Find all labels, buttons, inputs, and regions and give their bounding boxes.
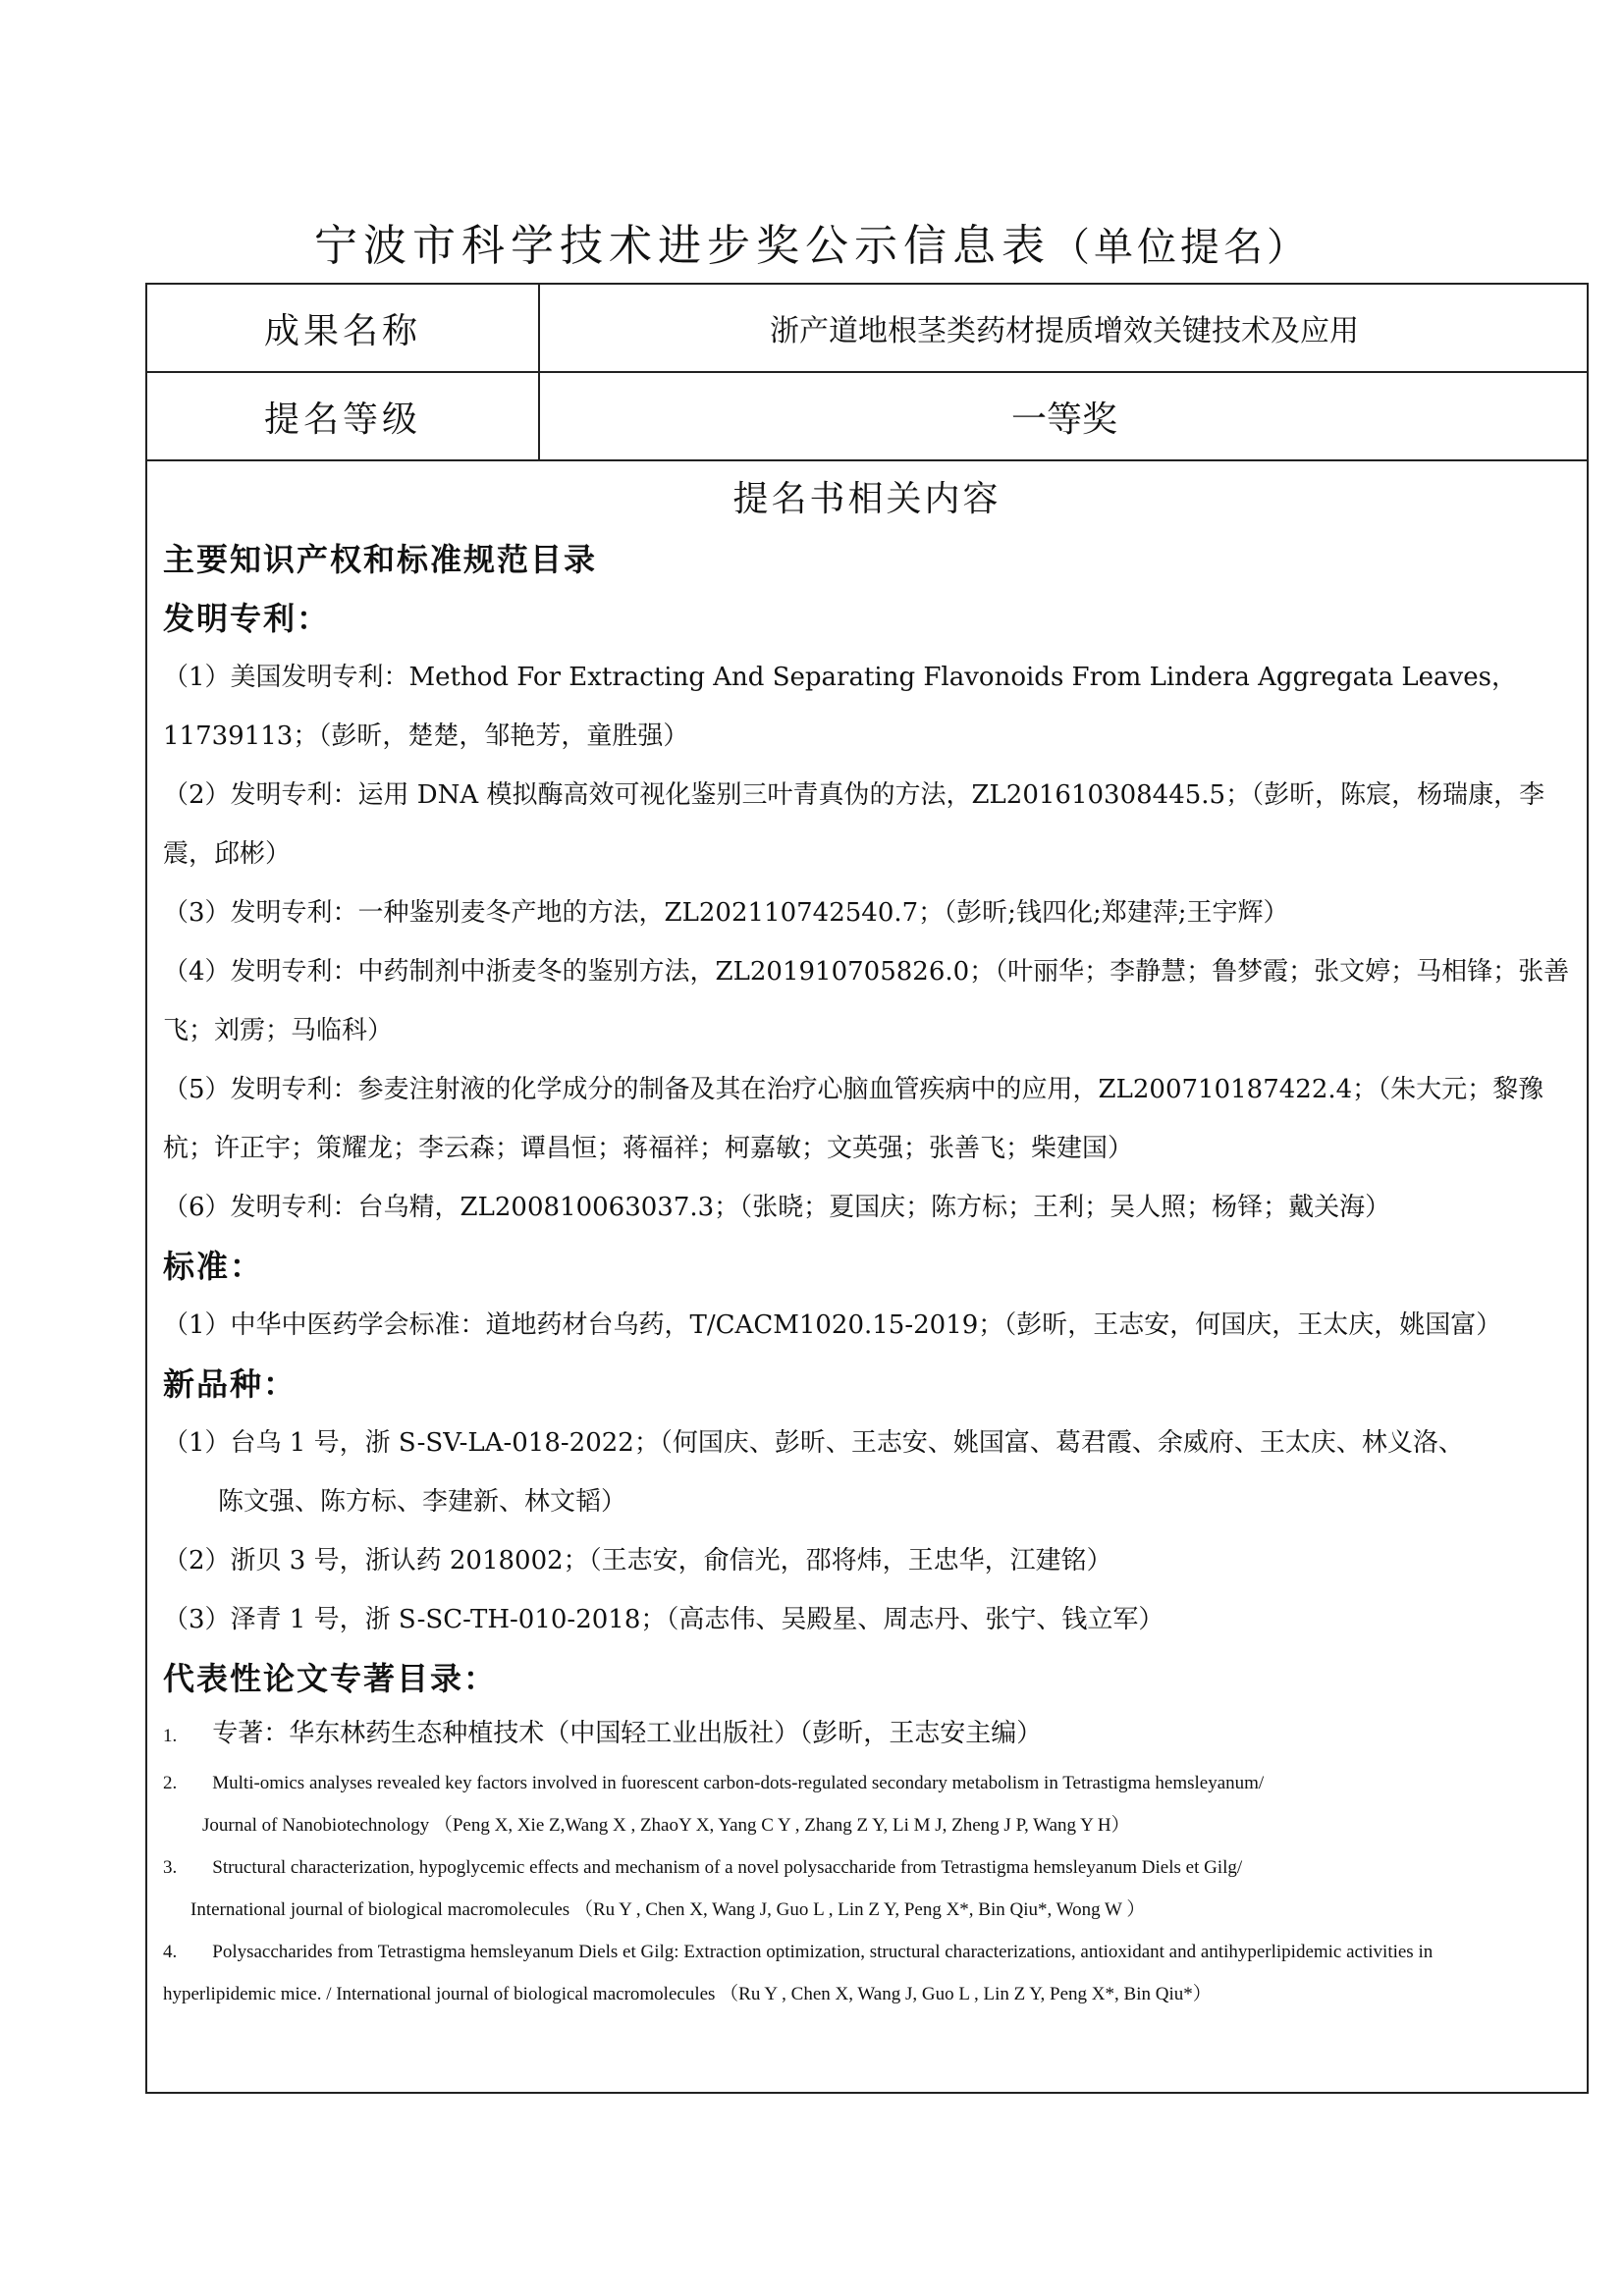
standard-item: （1）中华中医药学会标准：道地药材台乌药，T/CACM1020.15-2019；（彭昕，王志安，何国庆，王太庆，姚国富）: [163, 1310, 1502, 1340]
variety-item-continued: 陈文强、陈方标、李建新、林文韬）: [218, 1487, 627, 1517]
paper-item: [163, 1846, 1577, 1931]
paper-item: [163, 1931, 1577, 2015]
variety-item: （1）台乌 1 号，浙 S-SV-LA-018-2022；（何国庆、彭昕、王志安、姚国富、葛君霞、余威府、王太庆、林义洛、: [163, 1428, 1464, 1458]
invention-item: （1）美国发明专利：Method For Extracting And Separating Flavonoids From Lindera Aggregata Leaves，11739113；（彭昕，楚楚，邹艳芳，童胜强）: [163, 663, 1517, 751]
nomination-level-label: 提名等级: [263, 399, 421, 440]
title-main: 宁波市科学技术进步奖公示信息表: [314, 221, 1051, 271]
section-title: 提名书相关内容: [732, 479, 1001, 519]
paper-number: 3.: [163, 1857, 178, 1878]
invention-heading: 发明专利：: [163, 600, 331, 637]
invention-item: （3）发明专利：一种鉴别麦冬产地的方法，ZL202110742540.7；（彭昕;钱四化;郑建萍;王宇辉）: [163, 898, 1289, 928]
content-body: [163, 530, 1577, 2015]
ip-heading: 主要知识产权和标准规范目录: [163, 541, 598, 578]
invention-item: （6）发明专利：台乌精，ZL200810063037.3；（张晓；夏国庆；陈方标；王利；吴人照；杨铎；戴关海）: [163, 1193, 1391, 1222]
paper-item: [163, 1762, 1577, 1846]
paper-citation: Journal of Nanobiotechnology （Peng X, Xie Z,Wang X , ZhaoY X, Yang C Y , Zhang Z Y, Li M J, Zheng J P, Wang Y H）: [202, 1815, 1130, 1836]
paper-number: 1.: [163, 1726, 178, 1746]
paper-number: 4.: [163, 1942, 178, 1962]
achievement-name-value: 浙产道地根茎类药材提质增效关键技术及应用: [770, 314, 1359, 348]
nomination-level-value: 一等奖: [1010, 399, 1117, 440]
paper-title: Structural characterization, hypoglycemic effects and mechanism of a novel polysaccharide from Tetrastigma hemsleyanum Diels et Gilg/: [212, 1857, 1243, 1878]
variety-item: （3）泽青 1 号，浙 S-SC-TH-010-2018；（高志伟、吴殿星、周志丹、张宁、钱立军）: [163, 1605, 1164, 1634]
paper-title: Polysaccharides from Tetrastigma hemsleyanum Diels et Gilg: Extraction optimization, structural characterizations, antioxidant and antihyperlipidemic activities in: [212, 1942, 1434, 1962]
paper-item: [163, 1708, 1577, 1762]
invention-item: （4）发明专利：中药制剂中浙麦冬的鉴别方法，ZL201910705826.0；（叶丽华；李静慧；鲁梦霞；张文婷；马相锋；张善飞；刘雳；马临科）: [163, 957, 1570, 1045]
info-table: [145, 283, 1589, 2094]
invention-item: （2）发明专利：运用 DNA 模拟酶高效可视化鉴别三叶青真伪的方法，ZL201610308445.5；（彭昕，陈宸，杨瑞康，李震，邱彬）: [163, 780, 1545, 869]
page-title: [0, 210, 1624, 273]
title-sub: （单位提名）: [1051, 225, 1310, 270]
row-divider: [147, 459, 1587, 461]
papers-heading: 代表性论文专著目录：: [163, 1660, 498, 1697]
invention-item: （5）发明专利：参麦注射液的化学成分的制备及其在治疗心脑血管疾病中的应用，ZL200710187422.4；（朱大元；黎豫杭；许正宇；策耀龙；李云森；谭昌恒；蒋福祥；柯嘉敏；文英强；张善飞；柴建国）: [163, 1075, 1544, 1163]
paper-citation: International journal of biological macromolecules （Ru Y , Chen X, Wang J, Guo L , Lin Z Y, Peng X*, Bin Qiu*, Wong W ）: [190, 1899, 1146, 1920]
standard-heading: 标准：: [163, 1248, 264, 1285]
paper-title: 专著：华东林药生态种植技术（中国轻工业出版社）（彭昕，王志安主编）: [212, 1719, 1043, 1747]
paper-number: 2.: [163, 1773, 178, 1793]
variety-item: （2）浙贝 3 号，浙认药 2018002；（王志安，俞信光，邵将炜，王忠华，江建铭）: [163, 1546, 1112, 1575]
paper-citation: hyperlipidemic mice. / International journal of biological macromolecules （Ru Y , Chen X, Wang J, Guo L , Lin Z Y, Peng X*, Bin Qiu*）: [163, 1984, 1212, 2004]
achievement-name-label: 成果名称: [263, 310, 421, 351]
variety-heading: 新品种：: [163, 1365, 298, 1403]
paper-title: Multi-omics analyses revealed key factors involved in fuorescent carbon-dots-regulated secondary metabolism in Tetrastigma hemsleyanum/: [212, 1773, 1265, 1793]
